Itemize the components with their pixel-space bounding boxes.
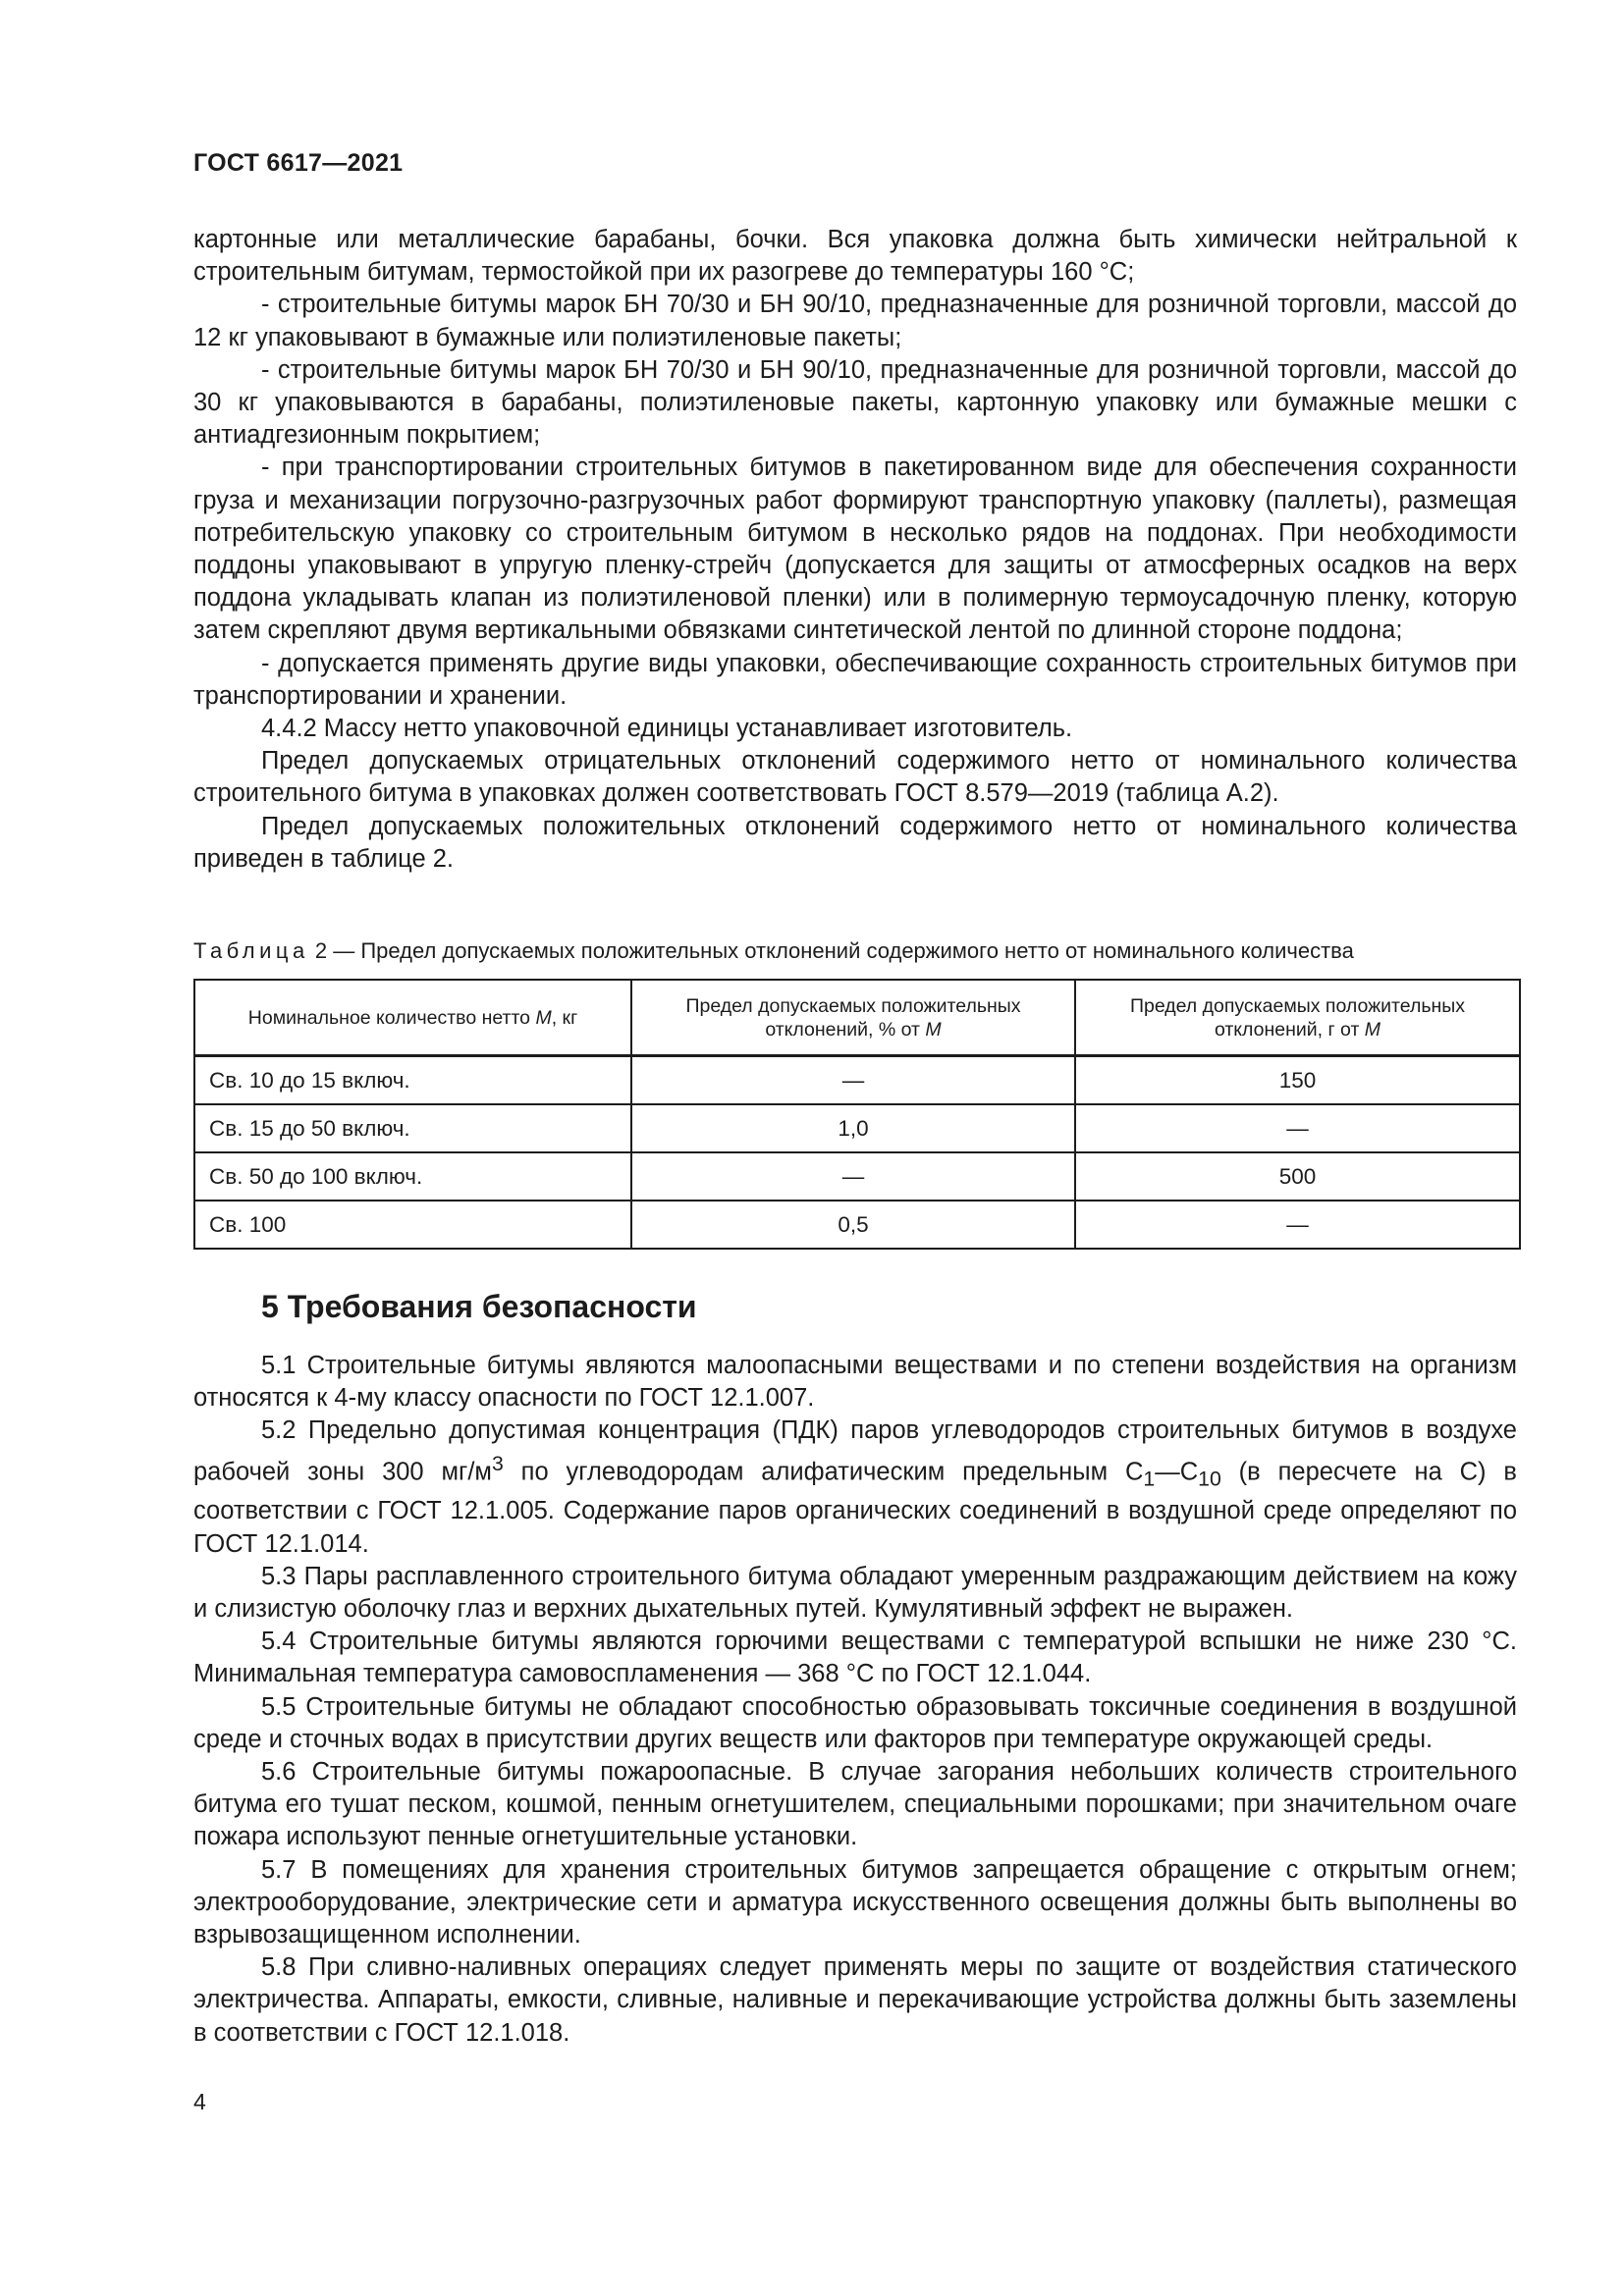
section-title: 5 Требования безопасности xyxy=(261,1289,697,1324)
table-cell: Св. 50 до 100 включ. xyxy=(194,1152,631,1201)
column-header-percent: Предел допускаемых положительных отклонений, % от M xyxy=(631,980,1075,1056)
paragraph: - при транспортировании строительных битумов в пакетированном виде для обеспечения сохранности груза и механизации погрузочно-разгрузочных работ формируют транспортную упаковку (паллеты), размещая потребительскую упаковку со строительным битумом в несколько рядов на поддонах. При необходимости поддоны упаковывают в упругую пленку-стрейч (допускается для защиты от атмосферных осадков на верх поддона укладывать клапан из полиэтиленовой пленки) или в полимерную термоусадочную пленку, которую затем скрепляют двумя вертикальными обвязками синтетической лентой по длинной стороне поддона; xyxy=(193,454,1517,645)
page-number: 4 xyxy=(193,2089,206,2114)
deviation-table xyxy=(193,979,1521,1250)
table-cell: 150 xyxy=(1075,1056,1520,1105)
table-cell: Св. 15 до 50 включ. xyxy=(194,1104,631,1152)
table-row xyxy=(194,1201,1520,1249)
paragraph: 5.6 Строительные битумы пожароопасные. В случае загорания небольших количеств строительного битума его тушат песком, кошмой, пенным огнетушителем, специальными порошками; при значительном очаге пожара используют пенные огнетушительные установки. xyxy=(193,1758,1517,1851)
table-caption-label: Таблица xyxy=(193,938,309,963)
paragraph: 5.1 Строительные битумы являются малоопасными веществами и по степени воздействия на организм относятся к 4-му классу опасности по ГОСТ 12.1.007. xyxy=(193,1352,1517,1413)
paragraph: - строительные битумы марок БН 70/30 и БН 90/10, предназначенные для розничной торговли, массой до 12 кг упаковывают в бумажные или полиэтиленовые пакеты; xyxy=(193,291,1517,351)
paragraph: 5.7 В помещениях для хранения строительных битумов запрещается обращение с открытым огнем; электрооборудование, электрические сети и арматура искусственного освещения должны быть выполнены во взрывозащищенном исполнении. xyxy=(193,1855,1517,1949)
paragraph: картонные или металлические барабаны, бочки. Вся упаковка должна быть химически нейтральной к строительным битумам, термостойкой при их разогреве до температуры 160 °С; xyxy=(193,226,1517,287)
table-caption xyxy=(193,937,1519,965)
paragraph: Предел допускаемых положительных отклонений содержимого нетто от номинального количества приведен в таблице 2. xyxy=(193,812,1517,873)
table-header-row xyxy=(194,980,1520,1056)
paragraph: 5.3 Пары расплавленного строительного битума обладают умеренным раздражающим действием на кожу и слизистую оболочку глаз и верхних дыхательных путей. Кумулятивный эффект не выражен. xyxy=(193,1562,1517,1624)
table-row xyxy=(194,1152,1520,1201)
paragraph: 5.4 Строительные битумы являются горючими веществами с температурой вспышки не ниже 230 °С. Минимальная температура самовоспламенения — 368 °С по ГОСТ 12.1.044. xyxy=(193,1628,1517,1688)
packaging-text-block xyxy=(193,224,1517,876)
paragraph: 5.5 Строительные битумы не обладают способностью образовывать токсичные соединения в воздушной среде и сточных водах в присутствии других веществ или факторов при температуре окружающей среды. xyxy=(193,1692,1517,1753)
table-cell: — xyxy=(631,1152,1075,1201)
table-cell: — xyxy=(1075,1201,1520,1249)
table-row xyxy=(194,1104,1520,1152)
paragraph: 4.4.2 Массу нетто упаковочной единицы устанавливает изготовитель. xyxy=(261,715,1073,743)
column-header-grams: Предел допускаемых положительных отклонений, г от M xyxy=(1075,980,1520,1056)
table-cell: 0,5 xyxy=(631,1201,1075,1249)
table-caption-text: 2 — Предел допускаемых положительных отклонений содержимого нетто от номинального количества xyxy=(308,938,1354,963)
document-header: ГОСТ 6617—2021 xyxy=(193,149,404,177)
column-header-nominal: Номинальное количество нетто M, кг xyxy=(194,980,631,1056)
table-cell: 1,0 xyxy=(631,1104,1075,1152)
table-cell: Св. 10 до 15 включ. xyxy=(194,1056,631,1105)
table-cell: Св. 100 xyxy=(194,1201,631,1249)
table-cell: — xyxy=(631,1056,1075,1105)
paragraph: Предел допускаемых отрицательных отклонений содержимого нетто от номинального количества строительного битума в упаковках должен соответствовать ГОСТ 8.579—2019 (таблица А.2). xyxy=(193,747,1517,808)
paragraph: 5.8 При сливно-наливных операциях следует применять меры по защите от воздействия статического электричества. Аппараты, емкости, сливные, наливные и перекачивающие устройства должны быть заземлены в соответствии с ГОСТ 12.1.018. xyxy=(193,1953,1517,2047)
table-cell: — xyxy=(1075,1104,1520,1152)
paragraph: 5.2 Предельно допустимая концентрация (ПДК) паров углеводородов строительных битумов в воздухе рабочей зоны 300 $мг/м^3$ по углеводородам алифатическим предельным $С_1—С_{10}$ (в пересчете на С) в соответствии с ГОСТ 12.1.005. Содержание паров органических соединений в воздушной среде определяют по ГОСТ 12.1.014. xyxy=(193,1416,1517,1558)
paragraph: - строительные битумы марок БН 70/30 и БН 90/10, предназначенные для розничной торговли, массой до 30 кг упаковываются в барабаны, полиэтиленовые пакеты, картонную упаковку или бумажные мешки с антиадгезионным покрытием; xyxy=(193,355,1517,450)
paragraph: - допускается применять другие виды упаковки, обеспечивающие сохранность строительных битумов при транспортировании и хранении. xyxy=(193,649,1517,710)
table-row xyxy=(194,1056,1520,1105)
table-cell: 500 xyxy=(1075,1152,1520,1201)
safety-text-block xyxy=(193,1350,1517,2050)
